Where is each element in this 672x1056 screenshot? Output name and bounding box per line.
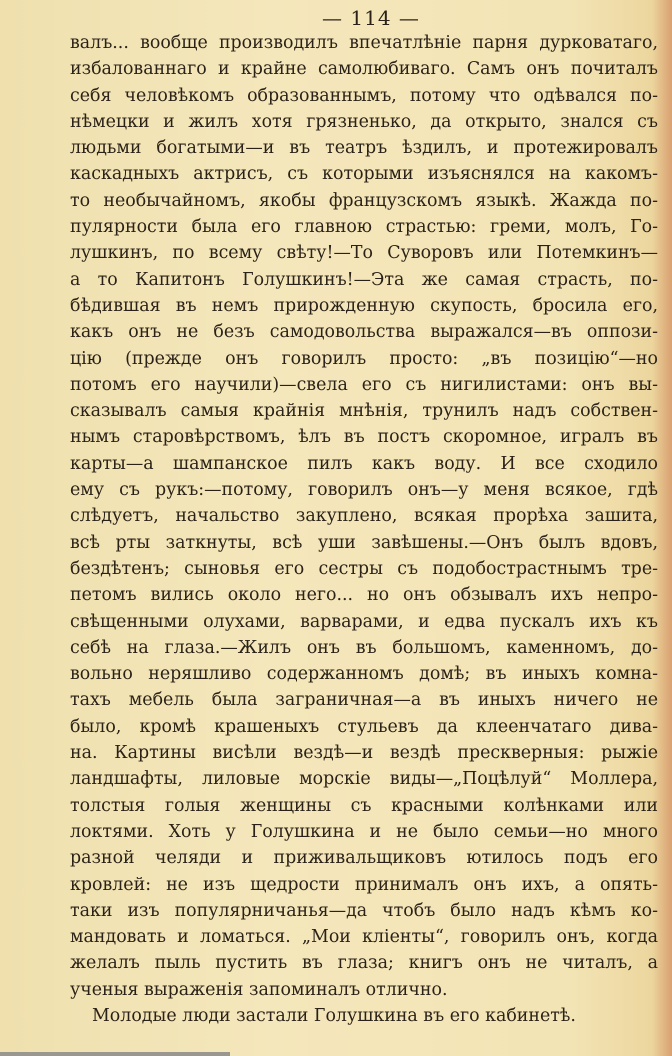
text-line: желалъ пыль пустить въ глаза; книгъ онъ не читалъ, а (70, 953, 658, 974)
text-line: нымъ старовѣрствомъ, ѣлъ въ постъ скоромное, игралъ въ (70, 427, 658, 448)
text-line: таки изъ популярничанья—да чтобъ было надъ кѣмъ ко- (70, 900, 658, 921)
text-line: валъ... вообще производилъ впечатлѣніе парня дурковатаго, (70, 33, 658, 53)
text-line: то необычайномъ, якобы французскомъ языкѣ. Жажда по- (70, 190, 658, 211)
text-line: ему съ рукъ:—потому, говорилъ онъ—у меня всякое, гдѣ (70, 480, 658, 501)
text-line: бездѣтенъ; сыновья его сестры съ подобострастнымъ тре- (70, 558, 658, 579)
text-line: всѣ рты заткнуты, всѣ уши завѣшены.—Онъ былъ вдовъ, (70, 532, 658, 553)
text-line: карты—а шампанское пилъ какъ воду. И все сходило (70, 453, 658, 474)
text-line: ландшафты, лиловые морскіе виды—„Поцѣлуй“ Моллера, (70, 769, 658, 790)
text-line: ученыя выраженія запоминалъ отлично. (70, 979, 448, 1000)
text-line: бѣдившая въ немъ прирожденную скупость, бросила его, (70, 295, 658, 316)
text-line: людьми богатыми—и въ театръ ѣздилъ, и протежировалъ (70, 138, 658, 159)
text-line: избалованнаго и крайне самолюбиваго. Самъ онъ почиталъ (70, 59, 658, 80)
text-line: лушкинъ, по всему свѣту!—То Суворовъ или Потемкинъ— (70, 243, 658, 264)
text-line: петомъ вились около него... но онъ обзывалъ ихъ непро- (70, 585, 658, 606)
text-line: цію (прежде онъ говорилъ просто: „въ позицію“—но (70, 348, 658, 369)
text-line: тахъ мебель была заграничная—а въ иныхъ ничего не (70, 690, 658, 711)
text-line: кровлей: не изъ щедрости принималъ онъ ихъ, а опять- (70, 874, 658, 895)
page-number: — 114 — (322, 6, 420, 30)
text-line: свѣщенными олухами, варварами, и едва пускалъ ихъ къ (70, 611, 658, 632)
text-line: каскадныхъ актрисъ, съ которыми изъяснялся на какомъ- (70, 164, 658, 185)
text-line: а то Капитонъ Голушкинъ!—Эта же самая страсть, по- (70, 269, 658, 290)
text-line: себѣ на глаза.—Жилъ онъ въ большомъ, каменномъ, до- (70, 637, 658, 658)
text-line: локтями. Хоть у Голушкина и не было семьи—но много (70, 821, 658, 842)
text-line: вольно неряшливо содержанномъ домѣ; въ иныхъ комна- (70, 664, 658, 685)
text-line: мандовать и ломаться. „Мои кліенты“, говорилъ онъ, когда (70, 927, 658, 948)
text-line: разной челяди и приживальщиковъ ютилось подъ его (70, 848, 658, 869)
text-line: толстыя голыя женщины съ красными колѣнками или (70, 795, 658, 816)
text-line: слѣдуетъ, начальство закуплено, всякая прорѣха зашита, (70, 506, 658, 527)
text-line: было, кромѣ крашеныхъ стульевъ да клеенчатаго дива- (70, 716, 658, 737)
text-line: Молодые люди застали Голушкина въ его кабинетѣ. (92, 1005, 576, 1026)
text-line: какъ онъ не безъ самодовольства выражался—въ оппози- (70, 322, 658, 343)
text-line: на. Картины висѣли вездѣ—и вездѣ прескверныя: рыжіе (70, 743, 658, 764)
text-line: нѣмецки и жилъ хотя грязненько, да открыто, знался съ (70, 111, 658, 132)
text-line: себя человѣкомъ образованнымъ, потому что одѣвался по- (70, 85, 658, 106)
text-line: пулярности была его главною страстью: греми, молъ, Го- (70, 217, 658, 238)
scan-edge (0, 1052, 230, 1056)
text-line: потомъ его научили)—свела его съ нигилистами: онъ вы- (70, 374, 658, 395)
body-text (70, 30, 658, 1029)
text-line: сказывалъ самыя крайнія мнѣнія, трунилъ надъ собствен- (70, 401, 658, 422)
